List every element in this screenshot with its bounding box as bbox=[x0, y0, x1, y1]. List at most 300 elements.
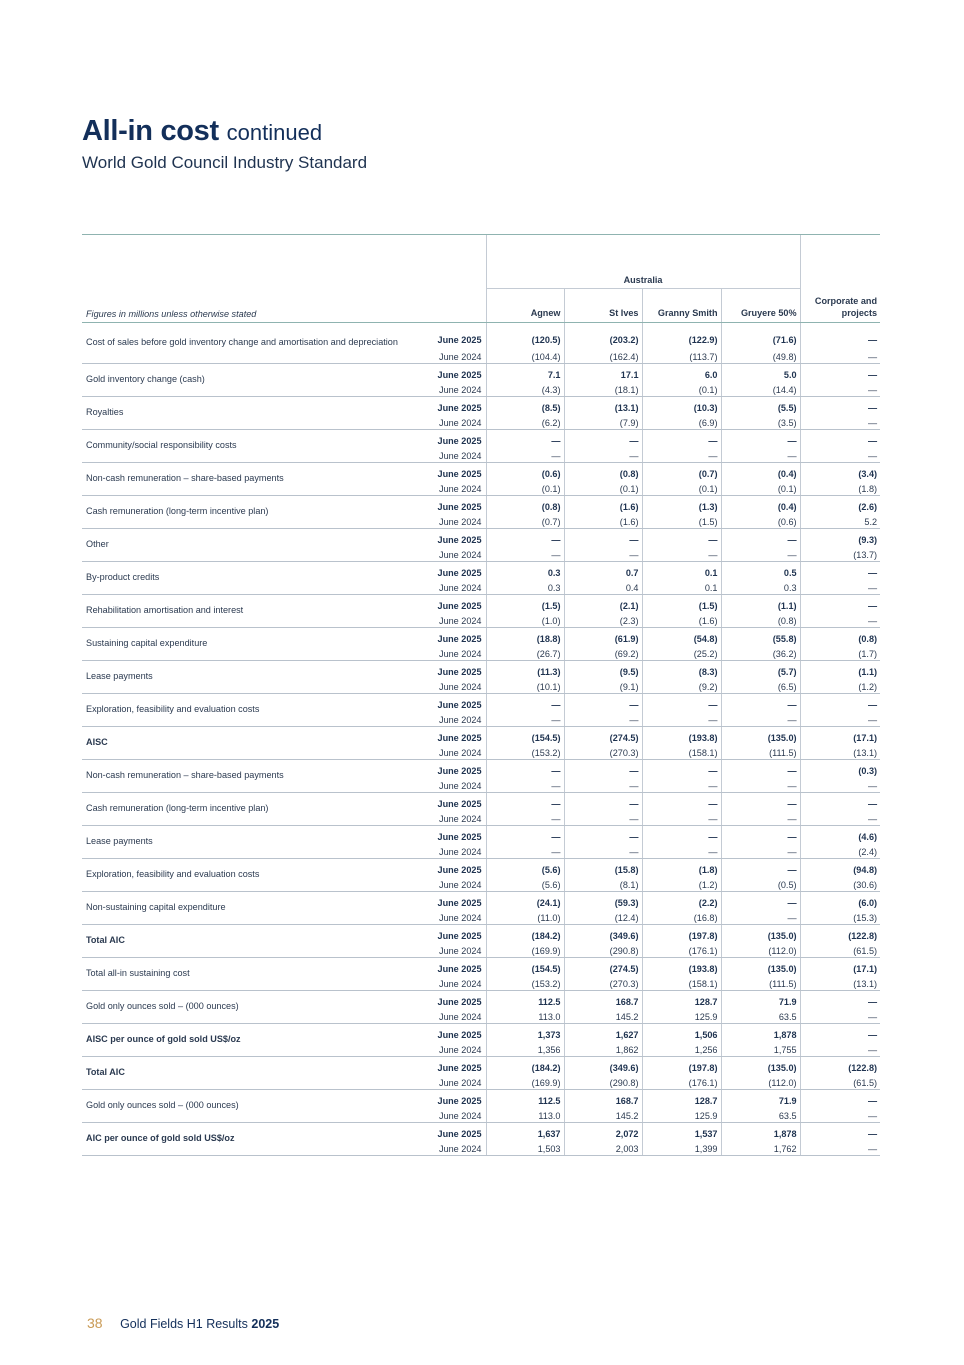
value-cell: (8.1) bbox=[564, 875, 642, 892]
row-label: Rehabilitation amortisation and interest bbox=[82, 595, 409, 628]
row-label: AISC per ounce of gold sold US$/oz bbox=[82, 1024, 409, 1057]
value-cell: — bbox=[486, 710, 564, 727]
period-label: June 2025 bbox=[437, 601, 482, 611]
value-cell: (122.8) bbox=[800, 1057, 880, 1074]
value-cell: (154.5) bbox=[486, 958, 564, 975]
value-cell: 71.9 bbox=[721, 1090, 800, 1107]
value-cell: (270.3) bbox=[564, 743, 642, 760]
value-cell: (55.8) bbox=[721, 628, 800, 645]
value-cell: (290.8) bbox=[564, 941, 642, 958]
value-cell: — bbox=[721, 826, 800, 843]
page-number: 38 bbox=[87, 1315, 103, 1331]
table-row bbox=[82, 364, 880, 381]
value-cell: (176.1) bbox=[642, 1073, 721, 1090]
period-label: June 2025 bbox=[437, 832, 482, 842]
period-label: June 2025 bbox=[437, 865, 482, 875]
value-cell: (9.2) bbox=[642, 677, 721, 694]
value-cell: 1,503 bbox=[486, 1139, 564, 1156]
value-cell: (15.8) bbox=[564, 859, 642, 876]
value-cell: (0.3) bbox=[800, 760, 880, 777]
period-label: June 2025 bbox=[437, 667, 482, 677]
value-cell: (203.2) bbox=[564, 323, 642, 348]
value-cell: — bbox=[564, 529, 642, 546]
value-cell: — bbox=[642, 694, 721, 711]
value-cell: — bbox=[800, 991, 880, 1008]
value-cell: (10.3) bbox=[642, 397, 721, 414]
value-cell: (135.0) bbox=[721, 925, 800, 942]
table-row bbox=[82, 397, 880, 414]
page-title-main: All-in cost bbox=[82, 115, 219, 147]
value-cell: 5.0 bbox=[721, 364, 800, 381]
value-cell: 1,762 bbox=[721, 1139, 800, 1156]
value-cell: — bbox=[800, 1106, 880, 1123]
value-cell: (0.1) bbox=[642, 380, 721, 397]
value-cell: — bbox=[486, 694, 564, 711]
period-label: June 2025 bbox=[437, 1030, 482, 1040]
value-cell: (153.2) bbox=[486, 743, 564, 760]
table-body bbox=[82, 323, 880, 1156]
value-cell: 0.5 bbox=[721, 562, 800, 579]
value-cell: — bbox=[721, 545, 800, 562]
period-label: June 2025 bbox=[437, 997, 482, 1007]
value-cell: — bbox=[564, 842, 642, 859]
value-cell: (1.6) bbox=[564, 496, 642, 513]
value-cell: — bbox=[800, 776, 880, 793]
value-cell: (11.3) bbox=[486, 661, 564, 678]
value-cell: (135.0) bbox=[721, 1057, 800, 1074]
value-cell: (59.3) bbox=[564, 892, 642, 909]
table-row bbox=[82, 595, 880, 612]
row-label: Total AIC bbox=[82, 1057, 409, 1090]
value-cell: — bbox=[486, 545, 564, 562]
col-header-st-ives: St Ives bbox=[564, 289, 642, 323]
value-cell: (120.5) bbox=[486, 323, 564, 348]
value-cell: — bbox=[800, 694, 880, 711]
value-cell: (18.8) bbox=[486, 628, 564, 645]
value-cell: (6.5) bbox=[721, 677, 800, 694]
row-label: Cost of sales before gold inventory change and amortisation and depreciation bbox=[82, 323, 409, 364]
value-cell: (13.7) bbox=[800, 545, 880, 562]
row-label: Community/social responsibility costs bbox=[82, 430, 409, 463]
value-cell: (2.3) bbox=[564, 611, 642, 628]
row-label: AIC per ounce of gold sold US$/oz bbox=[82, 1123, 409, 1156]
period-label: June 2024 bbox=[409, 941, 486, 958]
value-cell: (274.5) bbox=[564, 958, 642, 975]
value-cell: (4.3) bbox=[486, 380, 564, 397]
value-cell: 71.9 bbox=[721, 991, 800, 1008]
value-cell: (3.4) bbox=[800, 463, 880, 480]
table-row bbox=[82, 760, 880, 777]
value-cell: (270.3) bbox=[564, 974, 642, 991]
table-row bbox=[82, 1024, 880, 1041]
value-cell: — bbox=[800, 710, 880, 727]
value-cell: (290.8) bbox=[564, 1073, 642, 1090]
value-cell: (158.1) bbox=[642, 743, 721, 760]
value-cell: — bbox=[800, 595, 880, 612]
value-cell: (193.8) bbox=[642, 727, 721, 744]
value-cell: — bbox=[642, 809, 721, 826]
period-label: June 2024 bbox=[409, 710, 486, 727]
period-label: June 2024 bbox=[409, 1073, 486, 1090]
period-label: June 2024 bbox=[409, 1106, 486, 1123]
value-cell: 0.3 bbox=[721, 578, 800, 595]
value-cell: — bbox=[642, 430, 721, 447]
table-row bbox=[82, 793, 880, 810]
value-cell: 1,399 bbox=[642, 1139, 721, 1156]
value-cell: (9.5) bbox=[564, 661, 642, 678]
value-cell: 6.0 bbox=[642, 364, 721, 381]
value-cell: — bbox=[564, 809, 642, 826]
value-cell: (169.9) bbox=[486, 941, 564, 958]
period-label: June 2025 bbox=[437, 403, 482, 413]
value-cell: — bbox=[564, 446, 642, 463]
value-cell: — bbox=[721, 892, 800, 909]
value-cell: (349.6) bbox=[564, 1057, 642, 1074]
value-cell: (8.5) bbox=[486, 397, 564, 414]
row-label: Gold only ounces sold – (000 ounces) bbox=[82, 1090, 409, 1123]
period-label: June 2024 bbox=[409, 842, 486, 859]
value-cell: 63.5 bbox=[721, 1106, 800, 1123]
value-cell: (26.7) bbox=[486, 644, 564, 661]
value-cell: (17.1) bbox=[800, 727, 880, 744]
value-cell: — bbox=[642, 760, 721, 777]
value-cell: — bbox=[486, 446, 564, 463]
period-label: June 2024 bbox=[409, 974, 486, 991]
period-label: June 2025 bbox=[437, 1063, 482, 1073]
value-cell: 5.2 bbox=[800, 512, 880, 529]
value-cell: — bbox=[564, 710, 642, 727]
value-cell: — bbox=[721, 793, 800, 810]
value-cell: (49.8) bbox=[721, 347, 800, 364]
value-cell: (0.6) bbox=[486, 463, 564, 480]
value-cell: (158.1) bbox=[642, 974, 721, 991]
value-cell: (113.7) bbox=[642, 347, 721, 364]
row-label: Non-sustaining capital expenditure bbox=[82, 892, 409, 925]
value-cell: (1.1) bbox=[800, 661, 880, 678]
value-cell: (0.1) bbox=[721, 479, 800, 496]
value-cell: 2,003 bbox=[564, 1139, 642, 1156]
period-label: June 2025 bbox=[437, 1096, 482, 1106]
value-cell: — bbox=[800, 323, 880, 348]
value-cell: — bbox=[800, 793, 880, 810]
period-label: June 2024 bbox=[409, 1040, 486, 1057]
footer-doc-name: Gold Fields H1 Results bbox=[120, 1317, 248, 1331]
period-label: June 2024 bbox=[409, 512, 486, 529]
value-cell: — bbox=[642, 710, 721, 727]
value-cell: (349.6) bbox=[564, 925, 642, 942]
value-cell: (135.0) bbox=[721, 958, 800, 975]
value-cell: (197.8) bbox=[642, 1057, 721, 1074]
table-row bbox=[82, 826, 880, 843]
value-cell: (71.6) bbox=[721, 323, 800, 348]
period-label: June 2025 bbox=[437, 502, 482, 512]
value-cell: (1.5) bbox=[642, 595, 721, 612]
value-cell: 128.7 bbox=[642, 991, 721, 1008]
table-row bbox=[82, 496, 880, 513]
value-cell: (0.5) bbox=[721, 875, 800, 892]
value-cell: — bbox=[564, 545, 642, 562]
value-cell: — bbox=[800, 430, 880, 447]
value-cell: — bbox=[564, 760, 642, 777]
period-label: June 2025 bbox=[437, 535, 482, 545]
row-label: AISC bbox=[82, 727, 409, 760]
value-cell: — bbox=[800, 413, 880, 430]
value-cell: — bbox=[486, 760, 564, 777]
value-cell: — bbox=[800, 1123, 880, 1140]
table-note: Figures in millions unless otherwise stated bbox=[82, 289, 486, 323]
period-label: June 2024 bbox=[409, 644, 486, 661]
value-cell: — bbox=[642, 776, 721, 793]
value-cell: (5.6) bbox=[486, 875, 564, 892]
value-cell: — bbox=[642, 793, 721, 810]
value-cell: (0.8) bbox=[721, 611, 800, 628]
value-cell: (36.2) bbox=[721, 644, 800, 661]
page-title-suffix: continued bbox=[226, 120, 323, 145]
value-cell: (0.1) bbox=[486, 479, 564, 496]
value-cell: — bbox=[800, 1024, 880, 1041]
value-cell: — bbox=[564, 793, 642, 810]
period-label: June 2025 bbox=[437, 1129, 482, 1139]
value-cell: 113.0 bbox=[486, 1106, 564, 1123]
row-label: Non-cash remuneration – share-based payments bbox=[82, 760, 409, 793]
value-cell: 0.1 bbox=[642, 562, 721, 579]
value-cell: (9.1) bbox=[564, 677, 642, 694]
value-cell: (1.6) bbox=[642, 611, 721, 628]
period-label: June 2024 bbox=[409, 380, 486, 397]
table-row bbox=[82, 1090, 880, 1107]
value-cell: (122.9) bbox=[642, 323, 721, 348]
value-cell: — bbox=[486, 842, 564, 859]
value-cell: 2,072 bbox=[564, 1123, 642, 1140]
page-title bbox=[82, 112, 322, 152]
col-header-granny-smith: Granny Smith bbox=[642, 289, 721, 323]
value-cell: (14.4) bbox=[721, 380, 800, 397]
period-label: June 2024 bbox=[409, 677, 486, 694]
value-cell: — bbox=[642, 529, 721, 546]
table-row bbox=[82, 1123, 880, 1140]
value-cell: (17.1) bbox=[800, 958, 880, 975]
value-cell: (1.7) bbox=[800, 644, 880, 661]
table-row bbox=[82, 958, 880, 975]
value-cell: (0.8) bbox=[800, 628, 880, 645]
value-cell: 17.1 bbox=[564, 364, 642, 381]
value-cell: — bbox=[721, 908, 800, 925]
value-cell: 0.3 bbox=[486, 578, 564, 595]
value-cell: — bbox=[800, 364, 880, 381]
period-label: June 2024 bbox=[409, 776, 486, 793]
period-label: June 2024 bbox=[409, 611, 486, 628]
period-label: June 2025 bbox=[437, 799, 482, 809]
value-cell: (13.1) bbox=[800, 743, 880, 760]
value-cell: (1.5) bbox=[486, 595, 564, 612]
value-cell: (1.2) bbox=[642, 875, 721, 892]
value-cell: (7.9) bbox=[564, 413, 642, 430]
period-label: June 2025 bbox=[437, 335, 482, 345]
row-label: Gold inventory change (cash) bbox=[82, 364, 409, 397]
value-cell: 112.5 bbox=[486, 991, 564, 1008]
table-row bbox=[82, 694, 880, 711]
value-cell: (197.8) bbox=[642, 925, 721, 942]
value-cell: 1,878 bbox=[721, 1024, 800, 1041]
value-cell: (111.5) bbox=[721, 974, 800, 991]
period-label: June 2025 bbox=[437, 733, 482, 743]
period-label: June 2024 bbox=[409, 809, 486, 826]
value-cell: — bbox=[564, 776, 642, 793]
row-label: Royalties bbox=[82, 397, 409, 430]
table-row bbox=[82, 991, 880, 1008]
value-cell: 168.7 bbox=[564, 991, 642, 1008]
period-label: June 2025 bbox=[437, 469, 482, 479]
period-label: June 2024 bbox=[409, 413, 486, 430]
value-cell: — bbox=[721, 446, 800, 463]
value-cell: — bbox=[486, 809, 564, 826]
value-cell: (2.6) bbox=[800, 496, 880, 513]
value-cell: (0.4) bbox=[721, 463, 800, 480]
value-cell: (1.1) bbox=[721, 595, 800, 612]
value-cell: (54.8) bbox=[642, 628, 721, 645]
value-cell: 0.1 bbox=[642, 578, 721, 595]
row-label: Non-cash remuneration – share-based payments bbox=[82, 463, 409, 496]
table-row bbox=[82, 727, 880, 744]
col-header-gruyere: Gruyere 50% bbox=[721, 289, 800, 323]
value-cell: (61.5) bbox=[800, 941, 880, 958]
value-cell: — bbox=[721, 760, 800, 777]
all-in-cost-table bbox=[82, 234, 880, 1156]
value-cell: (184.2) bbox=[486, 925, 564, 942]
table-row bbox=[82, 1057, 880, 1074]
footer-doc-year: 2025 bbox=[251, 1317, 280, 1331]
row-label: By-product credits bbox=[82, 562, 409, 595]
value-cell: (1.5) bbox=[642, 512, 721, 529]
value-cell: (153.2) bbox=[486, 974, 564, 991]
value-cell: (1.8) bbox=[642, 859, 721, 876]
period-label: June 2024 bbox=[409, 479, 486, 496]
period-label: June 2024 bbox=[409, 347, 486, 364]
period-label: June 2025 bbox=[437, 766, 482, 776]
table-row bbox=[82, 430, 880, 447]
value-cell: (2.4) bbox=[800, 842, 880, 859]
value-cell: (0.1) bbox=[564, 479, 642, 496]
value-cell: (0.7) bbox=[486, 512, 564, 529]
value-cell: (8.3) bbox=[642, 661, 721, 678]
row-label: Gold only ounces sold – (000 ounces) bbox=[82, 991, 409, 1024]
value-cell: (15.3) bbox=[800, 908, 880, 925]
row-label: Lease payments bbox=[82, 661, 409, 694]
period-label: June 2024 bbox=[409, 1139, 486, 1156]
value-cell: — bbox=[800, 611, 880, 628]
value-cell: (13.1) bbox=[800, 974, 880, 991]
value-cell: — bbox=[642, 545, 721, 562]
value-cell: (13.1) bbox=[564, 397, 642, 414]
value-cell: — bbox=[721, 776, 800, 793]
col-header-agnew: Agnew bbox=[486, 289, 564, 323]
value-cell: (12.4) bbox=[564, 908, 642, 925]
page-footer bbox=[87, 1315, 279, 1332]
table-row bbox=[82, 628, 880, 645]
value-cell: 7.1 bbox=[486, 364, 564, 381]
table-row bbox=[82, 892, 880, 909]
table-row bbox=[82, 562, 880, 579]
value-cell: (162.4) bbox=[564, 347, 642, 364]
value-cell: 1,637 bbox=[486, 1123, 564, 1140]
value-cell: (69.2) bbox=[564, 644, 642, 661]
value-cell: (0.1) bbox=[642, 479, 721, 496]
value-cell: (5.6) bbox=[486, 859, 564, 876]
value-cell: — bbox=[800, 347, 880, 364]
group-header-australia: Australia bbox=[486, 235, 800, 289]
value-cell: (0.6) bbox=[721, 512, 800, 529]
period-label: June 2024 bbox=[409, 743, 486, 760]
table-row bbox=[82, 529, 880, 546]
value-cell: — bbox=[721, 842, 800, 859]
value-cell: (6.2) bbox=[486, 413, 564, 430]
value-cell: — bbox=[486, 826, 564, 843]
period-label: June 2025 bbox=[437, 700, 482, 710]
value-cell: — bbox=[800, 1139, 880, 1156]
period-label: June 2025 bbox=[437, 898, 482, 908]
period-label: June 2025 bbox=[437, 964, 482, 974]
table-row bbox=[82, 925, 880, 942]
value-cell: — bbox=[642, 446, 721, 463]
value-cell: — bbox=[721, 694, 800, 711]
period-label: June 2024 bbox=[409, 578, 486, 595]
row-label: Other bbox=[82, 529, 409, 562]
value-cell: 125.9 bbox=[642, 1106, 721, 1123]
value-cell: — bbox=[486, 529, 564, 546]
row-label: Exploration, feasibility and evaluation costs bbox=[82, 859, 409, 892]
value-cell: (2.1) bbox=[564, 595, 642, 612]
value-cell: 145.2 bbox=[564, 1007, 642, 1024]
value-cell: (1.0) bbox=[486, 611, 564, 628]
value-cell: (135.0) bbox=[721, 727, 800, 744]
value-cell: 63.5 bbox=[721, 1007, 800, 1024]
value-cell: — bbox=[800, 1007, 880, 1024]
value-cell: — bbox=[642, 826, 721, 843]
value-cell: 145.2 bbox=[564, 1106, 642, 1123]
value-cell: 1,537 bbox=[642, 1123, 721, 1140]
table-row bbox=[82, 323, 880, 348]
value-cell: (6.9) bbox=[642, 413, 721, 430]
value-cell: (111.5) bbox=[721, 743, 800, 760]
value-cell: (24.1) bbox=[486, 892, 564, 909]
value-cell: — bbox=[564, 694, 642, 711]
period-label: June 2025 bbox=[437, 931, 482, 941]
value-cell: (9.3) bbox=[800, 529, 880, 546]
period-label: June 2024 bbox=[409, 545, 486, 562]
row-label: Exploration, feasibility and evaluation costs bbox=[82, 694, 409, 727]
value-cell: 128.7 bbox=[642, 1090, 721, 1107]
value-cell: (0.4) bbox=[721, 496, 800, 513]
value-cell: (176.1) bbox=[642, 941, 721, 958]
period-label: June 2024 bbox=[409, 446, 486, 463]
value-cell: — bbox=[800, 562, 880, 579]
value-cell: (16.8) bbox=[642, 908, 721, 925]
value-cell: — bbox=[564, 826, 642, 843]
value-cell: (10.1) bbox=[486, 677, 564, 694]
table-row bbox=[82, 463, 880, 480]
value-cell: (94.8) bbox=[800, 859, 880, 876]
value-cell: (112.0) bbox=[721, 1073, 800, 1090]
value-cell: (18.1) bbox=[564, 380, 642, 397]
page-subtitle: World Gold Council Industry Standard bbox=[82, 153, 368, 172]
value-cell: 168.7 bbox=[564, 1090, 642, 1107]
row-label: Cash remuneration (long-term incentive plan) bbox=[82, 496, 409, 529]
period-label: June 2025 bbox=[437, 436, 482, 446]
value-cell: — bbox=[486, 793, 564, 810]
value-cell: (112.0) bbox=[721, 941, 800, 958]
value-cell: — bbox=[486, 430, 564, 447]
value-cell: (154.5) bbox=[486, 727, 564, 744]
